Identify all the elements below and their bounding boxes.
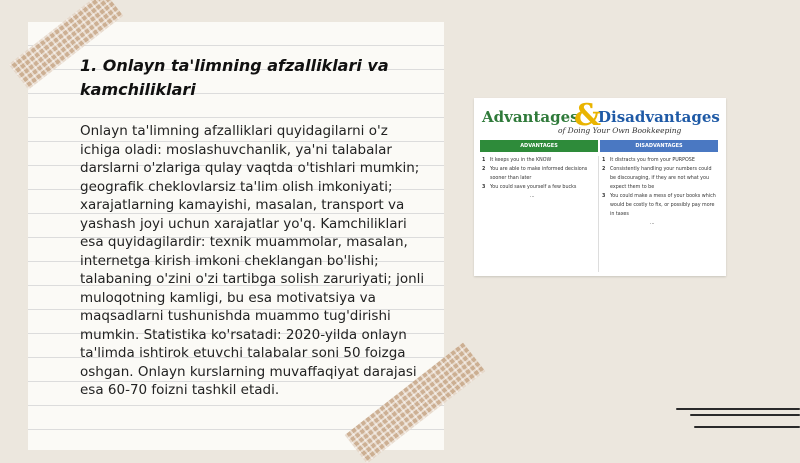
- advantages-list: [480, 156, 599, 272]
- infographic-subtitle: of Doing Your Own Bookkeeping: [558, 126, 682, 135]
- ampersand: &: [574, 98, 602, 133]
- list-item-more: ...: [530, 194, 535, 199]
- advantages-disadvantages-image: [474, 98, 726, 276]
- slide-body-text: Onlayn ta'limning afzalliklari quyidagilarni o'z ichiga oladi: moslashuvchanlik, ya'ni talabalar darslarni o'zlariga qulay vaqtda o'tishlari mumkin; geografik cheklovlarsiz ta'lim olish imkoniyati; xarajatlarning kamayishi, masalan, transport va yashash joyi uchun xarajatlar yo'q. Kamchiliklari esa quyidagilardir: texnik muammolar, masalan, internetga kirish imkoni cheklangan bo'lishi; talabaning o'zini o'zi tartibga solish zaruriyati; jonli muloqotning kamligi, bu esa motivatsiya va maqsadlarni tushunishda muammo tug'dirishi mumkin. Statistika ko'rsatadi: 2020-yilda onlayn ta'limda ishtirok etuvchi talabalar soni 50 foizga oshgan. Onlayn kurslarning muvaffaqiyat darajasi esa 60-70 foizni tashkil etadi.: [80, 123, 425, 398]
- slide-title: 1. Onlayn ta'limning afzalliklari va kamchiliklari: [80, 56, 389, 99]
- list-item: 3 You could save yourself a few bucks: [482, 185, 577, 190]
- list-item: 1 It distracts you from your PURPOSE: [602, 158, 695, 163]
- list-item: 2 You are able to make informed decisions sooner than later: [482, 167, 588, 181]
- infographic-title-disadvantages: Disadvantages: [598, 108, 720, 126]
- list-item: 2 Consistently handling your numbers could be discouraging, if they are not what you expect them to be: [602, 167, 712, 190]
- decorative-ink-stroke: [676, 408, 800, 410]
- decorative-ink-stroke: [690, 414, 800, 416]
- list-item-more: ...: [650, 221, 655, 226]
- decorative-ink-stroke: [694, 426, 800, 428]
- list-item: 3 You could make a mess of your books which would be costly to fix, or possibly pay more in taxes: [602, 194, 716, 217]
- advantages-header: ADVANTAGES: [480, 140, 598, 152]
- disadvantages-header: DISADVANTAGES: [600, 140, 718, 152]
- infographic-title-advantages: Advantages: [482, 108, 579, 126]
- disadvantages-list: [600, 156, 718, 228]
- list-item: 1 It keeps you in the KNOW: [482, 158, 552, 163]
